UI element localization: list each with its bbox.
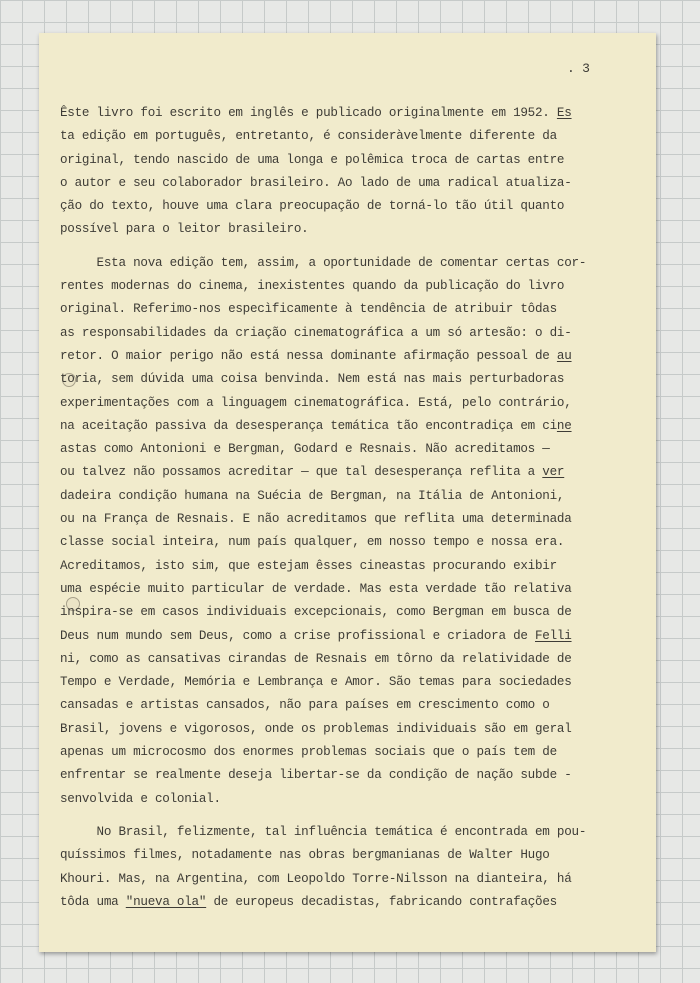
text-line: ção do texto, houve uma clara preocupação de torná-lo tão útil quanto [60,199,565,214]
text-line: dadeira condição humana na Suécia de Bergman, na Itália de Antonioni, [60,488,565,503]
text-line: Tempo e Verdade, Memória e Lembrança e Amor. São temas para sociedades [60,675,572,690]
text-line: uma espécie muito particular de verdade. Mas esta verdade tão relativa [60,581,572,596]
paragraph-2 [60,252,625,811]
text-line: toria, sem dúvida uma coisa benvinda. Nem está nas mais perturbadoras [60,372,565,387]
text-line: Esta nova edição tem, assim, a oportunidade de comentar certas cor- [60,255,587,270]
paragraph-3 [60,821,625,914]
underlined-text: ne [556,418,572,433]
text-line: na aceitação passiva da desesperança temática tão encontradiça em cine [60,418,572,433]
text-line: tôda uma "nueva ola" de europeus decadistas, fabricando contrafações [60,894,557,909]
text-line: as responsabilidades da criação cinematográfica a um só artesão: o di- [60,325,572,340]
text-line: inspira-se em casos individuais excepcionais, como Bergman em busca de [60,605,572,620]
text-line: apenas um microcosmo dos enormes problemas sociais que o país tem de [60,745,557,760]
text-line: Brasil, jovens e vigorosos, onde os problemas individuais são em geral [60,721,572,736]
text-line: o autor e seu colaborador brasileiro. Ao lado de uma radical atualiza- [60,175,572,190]
text-line: experimentações com a linguagem cinematográfica. Está, pelo contrário, [60,395,572,410]
text-line: original. Referimo-nos especìficamente à tendência de atribuir tôdas [60,302,557,317]
text-line: astas como Antonioni e Bergman, Godard e Resnais. Não acreditamos — [60,442,550,457]
text-line: enfrentar se realmente deseja libertar-se da condição de nação subde - [60,768,572,783]
text-line: quíssimos filmes, notadamente nas obras bergmanianas de Walter Hugo [60,848,550,863]
text-line: original, tendo nascido de uma longa e polêmica troca de cartas entre [60,152,565,167]
underlined-text: "nueva ola" [125,894,207,909]
text-line: cansadas e artistas cansados, não para países em crescimento como o [60,698,550,713]
text-line: ni, como as cansativas cirandas de Resnais em tôrno da relatividade de [60,651,572,666]
body-text [60,102,625,914]
text-line: Acreditamos, isto sim, que estejam êsses cineastas procurando exibir [60,558,557,573]
text-line: Deus num mundo sem Deus, como a crise profissional e criadora de Felli [60,628,572,643]
text-line: retor. O maior perigo não está nessa dominante afirmação pessoal de au [60,348,572,363]
text-line: Khouri. Mas, na Argentina, com Leopoldo Torre-Nilsson na dianteira, há [60,871,572,886]
text-line: senvolvida e colonial. [60,791,221,806]
text-line: ta edição em português, entretanto, é consideràvelmente diferente da [60,129,557,144]
paragraph-1 [60,102,625,242]
underlined-text: Felli [535,628,572,643]
underlined-text: ver [542,465,565,480]
underlined-text: Es [556,106,572,120]
typewritten-page [39,33,656,952]
text-line: ou talvez não possamos acreditar — que tal desesperança reflita a ver [60,465,565,480]
text-line: rentes modernas do cinema, inexistentes quando da publicação do livro [60,279,565,294]
text-line: Êste livro foi escrito em inglês e publicado originalmente em 1952. Es [60,106,572,120]
page-number: . 3 [567,61,590,76]
underlined-text: au [556,348,572,363]
text-line: possível para o leitor brasileiro. [60,222,309,237]
text-line: ou na França de Resnais. E não acreditamos que reflita uma determinada [60,512,572,527]
text-line: classe social inteira, num país qualquer, em nosso tempo e nossa era. [60,535,565,550]
text-line: No Brasil, felizmente, tal influência temática é encontrada em pou- [60,824,587,839]
